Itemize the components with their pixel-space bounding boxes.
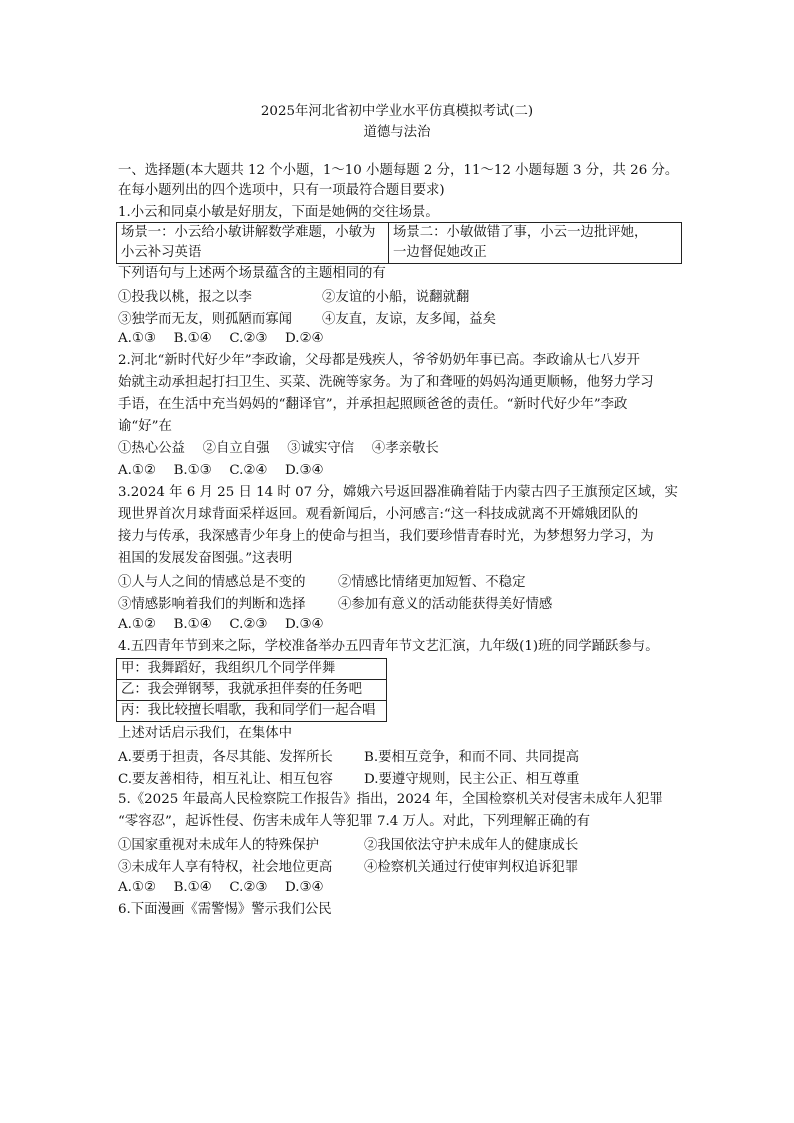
q4-option-c: C.要友善相待，相互礼让、相互包容 bbox=[118, 772, 333, 787]
q4-dialogue-yi: 乙：我会弹钢琴，我就承担伴奏的任务吧 bbox=[117, 680, 387, 701]
q1-choices: A.①③ B.①④ C.②③ D.②④ bbox=[118, 331, 324, 346]
q1-option-3: ③独学而无友，则孤陋而寡闻 bbox=[118, 312, 293, 327]
q4-option-b: B.要相互竞争，和而不同、共同提高 bbox=[364, 750, 579, 765]
section-heading: 一、选择题(本大题共 12 个小题，1～10 小题每题 2 分，11～12 小题每题 3 分，共 26 分。 bbox=[118, 163, 679, 178]
q1-scene-2 bbox=[389, 223, 682, 264]
q4-dialogue-table bbox=[116, 658, 387, 722]
q2-options: ①热心公益 ②自立自强 ③诚实守信 ④孝亲敬长 bbox=[118, 441, 439, 456]
q1-scene-2-line1: 场景二：小敏做错了事，小云一边批评她， bbox=[393, 225, 648, 240]
section-instruction: 在每小题列出的四个选项中，只有一项最符合题目要求) bbox=[118, 183, 445, 198]
q6-stem: 6.下面漫画《需警惕》警示我们公民 bbox=[118, 902, 332, 917]
q1-option-4: ④友直，友谅，友多闻，益矣 bbox=[322, 312, 497, 327]
q2-line-2: 始就主动承担起打扫卫生、买菜、洗碗等家务。为了和聋哑的妈妈沟通更顺畅，他努力学习 bbox=[118, 375, 654, 390]
q2-line-1: 2.河北“新时代好少年”李政谕，父母都是残疾人，爷爷奶奶年事已高。李政谕从七八岁开 bbox=[118, 353, 640, 368]
q4-dialogue-jia: 甲：我舞蹈好，我组织几个同学伴舞 bbox=[117, 659, 387, 680]
q5-line-2: “零容忍”，起诉性侵、伤害未成年人等犯罪 7.4 万人。对此，下列理解正确的有 bbox=[118, 814, 590, 829]
q3-option-4: ④参加有意义的活动能获得美好情感 bbox=[338, 597, 553, 612]
q2-choices: A.①② B.①③ C.②④ D.③④ bbox=[118, 463, 324, 478]
q3-line-4: 祖国的发展发奋图强。”这表明 bbox=[118, 551, 293, 566]
q4-option-a: A.要勇于担责，各尽其能、发挥所长 bbox=[118, 750, 333, 765]
q1-ask: 下列语句与上述两个场景蕴含的主题相同的有 bbox=[118, 266, 386, 281]
q2-line-4: 谕“好”在 bbox=[118, 419, 172, 434]
q3-line-1: 3.2024 年 6 月 25 日 14 时 07 分，嫦娥六号返回器准确着陆于内蒙古四子王旗预定区域，实 bbox=[118, 485, 678, 500]
exam-subject: 道德与法治 bbox=[363, 125, 431, 140]
q2-line-3: 手语，在生活中充当妈妈的“翻译官”，并承担起照顾爸爸的责任。“新时代好少年”李政 bbox=[118, 397, 628, 412]
q1-scene-table bbox=[116, 222, 682, 264]
q5-option-2: ②我国依法守护未成年人的健康成长 bbox=[364, 838, 579, 853]
exam-title: 2025年河北省初中学业水平仿真模拟考试(二) bbox=[260, 104, 534, 119]
q5-option-3: ③未成年人享有特权，社会地位更高 bbox=[118, 860, 333, 875]
q3-choices: A.①② B.①④ C.②③ D.③④ bbox=[118, 617, 324, 632]
q5-option-1: ①国家重视对未成年人的特殊保护 bbox=[118, 838, 319, 853]
q3-option-1: ①人与人之间的情感总是不变的 bbox=[118, 575, 306, 590]
q1-option-1: ①投我以桃，报之以李 bbox=[118, 290, 252, 305]
q1-scene-1-line1: 场景一：小云给小敏讲解数学难题，小敏为 bbox=[121, 225, 376, 240]
q3-line-2: 现世界首次月球背面采样返回。观看新闻后，小河感言:“这一科技成就离不开嫦娥团队的 bbox=[118, 507, 639, 522]
q1-scene-2-line2: 一边督促她改正 bbox=[393, 245, 487, 260]
q4-dialogue-bing: 丙：我比较擅长唱歌，我和同学们一起合唱 bbox=[117, 701, 387, 722]
q5-choices: A.①② B.①④ C.②③ D.③④ bbox=[118, 880, 324, 895]
q4-ask: 上述对话启示我们，在集体中 bbox=[118, 726, 293, 741]
q3-option-2: ②情感比情绪更加短暂、不稳定 bbox=[338, 575, 526, 590]
q3-option-3: ③情感影响着我们的判断和选择 bbox=[118, 597, 306, 612]
q5-option-4: ④检察机关通过行使审判权追诉犯罪 bbox=[364, 860, 579, 875]
q1-option-2: ②友谊的小船，说翻就翻 bbox=[322, 290, 470, 305]
q1-scene-1 bbox=[117, 223, 389, 264]
q1-scene-1-line2: 小云补习英语 bbox=[121, 245, 202, 260]
q1-stem: 1.小云和同桌小敏是好朋友，下面是她俩的交往场景。 bbox=[118, 205, 439, 220]
q4-stem: 4.五四青年节到来之际，学校准备举办五四青年节文艺汇演，九年级(1)班的同学踊跃参与。 bbox=[118, 639, 659, 654]
q3-line-3: 接力与传承，我深感青少年身上的使命与担当，我们要珍惜青春时光，为梦想努力学习，为 bbox=[118, 529, 654, 544]
q5-line-1: 5.《2025 年最高人民检察院工作报告》指出，2024 年，全国检察机关对侵害未成年人犯罪 bbox=[118, 792, 663, 807]
q4-option-d: D.要遵守规则，民主公正、相互尊重 bbox=[364, 772, 580, 787]
